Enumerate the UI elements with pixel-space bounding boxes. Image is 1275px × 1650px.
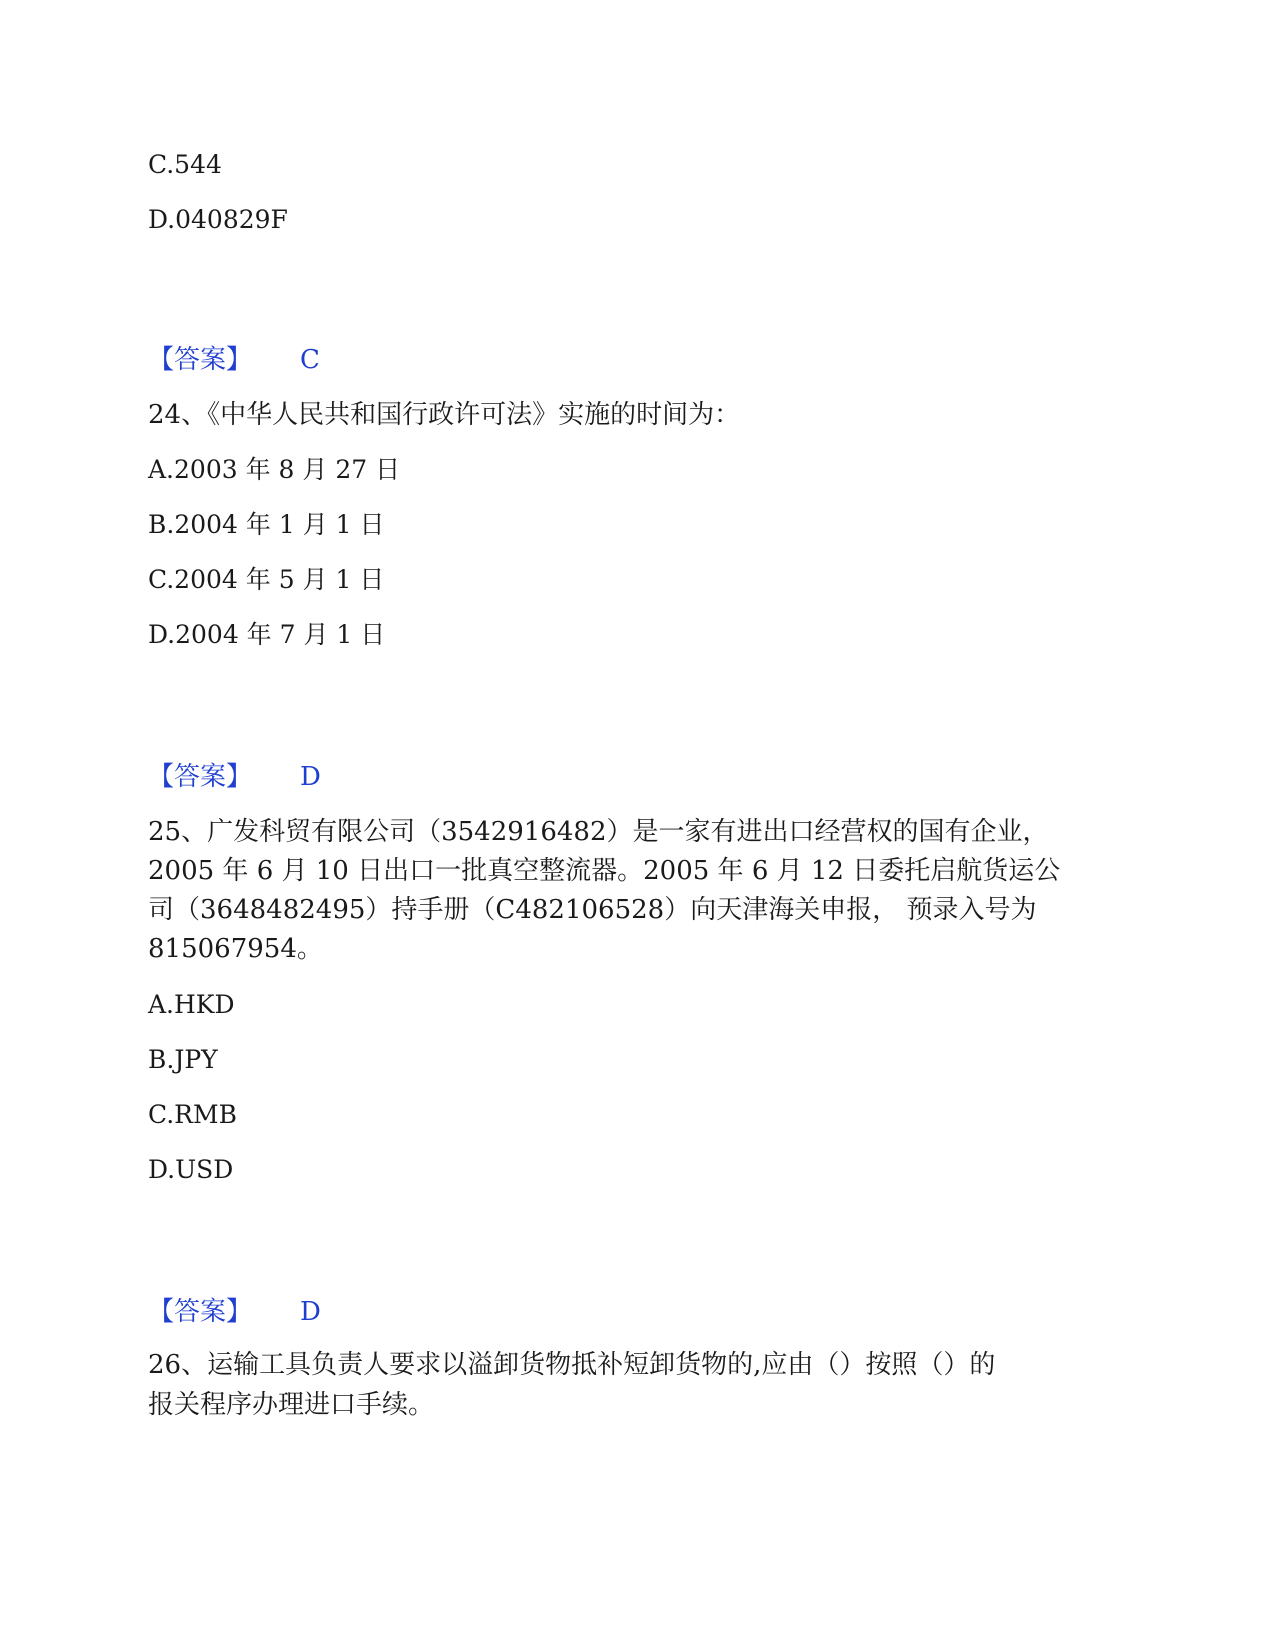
q26-stem-line-2: 报关程序办理进口手续。 [148, 1390, 435, 1420]
q25-answer [148, 1297, 321, 1327]
q25-stem-line-1: 25、广发科贸有限公司（3542916482）是一家有进出口经营权的国有企业， [148, 817, 1049, 847]
q24-option-a: A.2003 年 8 月 27 日 [148, 455, 401, 484]
q25-option-d: D.USD [148, 1155, 234, 1184]
q23-answer [148, 345, 320, 375]
q25-stem-line-2: 2005 年 6 月 10 日出口一批真空整流器。2005 年 6 月 12 日委托启航货运公 [148, 856, 1061, 886]
q24-option-d: D.2004 年 7 月 1 日 [148, 620, 386, 649]
answer-value: D [300, 762, 321, 792]
q25-option-b: B.JPY [148, 1045, 218, 1074]
q25-stem-line-3: 司（3648482495）持手册（C482106528）向天津海关申报， 预录入号为 [148, 895, 1037, 925]
q23-option-d: D.040829F [148, 205, 288, 234]
q24-stem: 24、《中华人民共和国行政许可法》实施的时间为： [148, 400, 741, 430]
q25-option-c: C.RMB [148, 1100, 237, 1129]
q24-option-c: C.2004 年 5 月 1 日 [148, 565, 385, 594]
q24-option-b: B.2004 年 1 月 1 日 [148, 510, 385, 539]
answer-label: 【答案】 [148, 345, 253, 375]
answer-label: 【答案】 [148, 1297, 253, 1327]
answer-value: C [300, 345, 320, 375]
q23-option-c: C.544 [148, 150, 222, 179]
q24-answer [148, 762, 321, 792]
q25-stem-line-4: 815067954。 [148, 934, 323, 964]
answer-value: D [300, 1297, 321, 1327]
answer-label: 【答案】 [148, 762, 253, 792]
q26-stem-line-1: 26、运输工具负责人要求以溢卸货物抵补短卸货物的,应由（）按照（）的 [148, 1350, 996, 1380]
q25-option-a: A.HKD [148, 990, 235, 1019]
